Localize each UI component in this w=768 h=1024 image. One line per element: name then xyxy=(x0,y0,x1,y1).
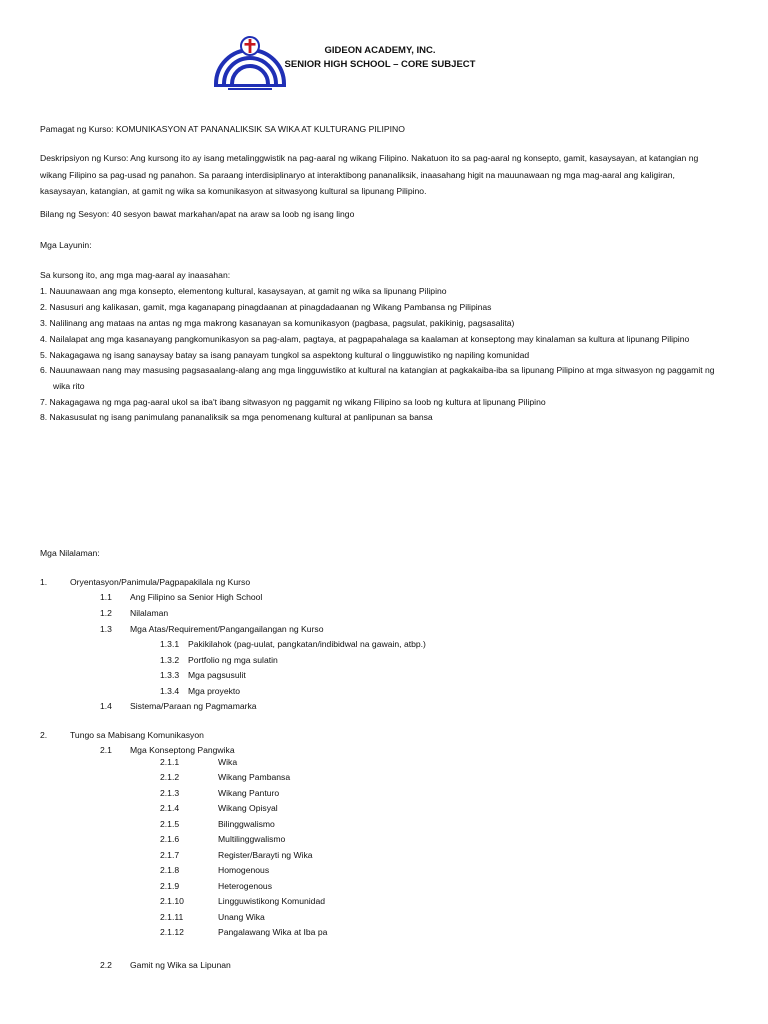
school-name: GIDEON ACADEMY, INC. xyxy=(324,45,436,56)
course-description xyxy=(40,150,762,200)
objective-item: 3. Nalilinang ang mataas na antas ng mga makrong kasanayan sa komunikasyon (pagbasa, pagsulat, pakikinig, pagsasalita) xyxy=(40,318,515,328)
outline-number: 2.1.10 xyxy=(160,896,184,906)
description-line: Deskripsiyon ng Kurso: Ang kursong ito ay isang metalinggwistik na pag-aaral ng wikang Filipino. Nakatuon ito sa pag-aaral ng konsepto, gamit, kasaysayan, at katangian ng xyxy=(40,153,699,163)
description-line: wikang Filipino sa pag-usad ng panahon. Sa paraang interdisiplinaryo at interaktibong pananaliksik, inaasahang higit na mauunawaan ng mga mag-aaral ang kaligiran, xyxy=(40,169,675,180)
outline-label: Wikang Panturo xyxy=(218,788,280,798)
description-line: kasaysayan, katangian, at gamit ng wika sa komunikasyon at sitwasyong kultural sa lipunang Pilipino. xyxy=(40,186,427,196)
outline-number: 2.1.2 xyxy=(160,772,180,782)
outline-number: 2.1.7 xyxy=(160,850,180,860)
outline-label: Nilalaman xyxy=(130,608,169,618)
outline-number: 2.1.11 xyxy=(160,912,184,922)
outline-label: Sistema/Paraan ng Pagmamarka xyxy=(130,701,257,711)
objective-item-continued: wika rito xyxy=(53,381,85,391)
outline-label: Unang Wika xyxy=(218,912,265,922)
outline-label: Pangalawang Wika at Iba pa xyxy=(218,927,328,937)
outline-number: 2.1.6 xyxy=(160,834,180,844)
outline-number: 1.4 xyxy=(100,701,112,711)
outline-label: Wikang Pambansa xyxy=(218,772,291,782)
outline-number: 1.1 xyxy=(100,592,112,602)
outline-number: 1. xyxy=(40,577,48,587)
outline-number: 2.1.9 xyxy=(160,881,180,891)
outline-label: Lingguwistikong Komunidad xyxy=(218,896,326,906)
outline-label: Portfolio ng mga sulatin xyxy=(188,655,278,665)
objective-item: 6. Nauunawaan nang may masusing pagsasaalang-alang ang mga lingguwistiko at kultural na katangian at pagkakaiba-iba sa lipunang Pilipino at mga sitwasyon ng paggamit ng xyxy=(40,365,715,375)
outline-number: 1.2 xyxy=(100,608,112,618)
outline-number: 2.2 xyxy=(100,960,112,970)
objective-item: 5. Nakagagawa ng isang sanaysay batay sa isang panayam tungkol sa aspektong kultural o lingguwistiko ng napiling komunidad xyxy=(40,350,530,360)
objective-item: 4. Nailalapat ang mga kasanayang pangkomunikasyon sa pag-alam, pagtaya, at pagpapahalaga sa kaalaman at konseptong may kinalaman sa kultura at lipunang Pilipino xyxy=(40,334,690,344)
outline-number: 2.1.1 xyxy=(160,757,180,767)
outline-number: 1.3 xyxy=(100,624,112,634)
outline-number: 2.1.5 xyxy=(160,819,180,829)
course-sessions: Bilang ng Sesyon: 40 sesyon bawat markahan/apat na araw sa loob ng isang lingo xyxy=(40,209,355,219)
outline-label: Homogenous xyxy=(218,865,270,875)
objectives-heading: Mga Layunin: xyxy=(40,240,92,250)
outline-label: Tungo sa Mabisang Komunikasyon xyxy=(70,730,204,740)
outline-number: 2.1.3 xyxy=(160,788,180,798)
objective-item: 1. Nauunawaan ang mga konsepto, elementong kultural, kasaysayan, at gamit ng wika sa lipunang Pilipino xyxy=(40,286,447,296)
objective-item: 7. Nakagagawa ng mga pag-aaral ukol sa iba't ibang sitwasyon ng paggamit ng wikang Filipino sa loob ng kultura at lipunang Pilipino xyxy=(40,397,546,407)
outline-number: 1.3.3 xyxy=(160,670,180,680)
outline-label: Multilinggwalismo xyxy=(218,834,286,844)
outline-number: 1.3.2 xyxy=(160,655,180,665)
contents-heading: Mga Nilalaman: xyxy=(40,548,100,558)
outline-label: Mga proyekto xyxy=(188,686,241,696)
outline-label: Register/Barayti ng Wika xyxy=(218,850,313,860)
outline-number: 1.3.1 xyxy=(160,639,180,649)
outline-number: 2.1.12 xyxy=(160,927,184,937)
outline-number: 2.1.8 xyxy=(160,865,180,875)
outline-label: Wikang Opisyal xyxy=(218,803,278,813)
outline-label: Pakikilahok (pag-uulat, pangkatan/indibidwal na gawain, atbp.) xyxy=(188,639,426,649)
outline-number: 2.1 xyxy=(100,745,112,755)
outline-label: Mga pagsusulit xyxy=(188,670,246,680)
outline-number: 2. xyxy=(40,730,48,740)
course-title: Pamagat ng Kurso: KOMUNIKASYON AT PANANALIKSIK SA WIKA AT KULTURANG PILIPINO xyxy=(40,124,405,134)
objectives-intro: Sa kursong ito, ang mga mag-aaral ay inaasahan: xyxy=(40,270,231,280)
outline-label: Wika xyxy=(218,757,238,767)
outline-label: Heterogenous xyxy=(218,881,272,891)
outline-label: Mga Atas/Requirement/Pangangailangan ng Kurso xyxy=(130,624,324,634)
objective-item: 2. Nasusuri ang kalikasan, gamit, mga kaganapang pinagdaanan at pinagdadaanan ng Wikang Pambansa ng Pilipinas xyxy=(40,302,492,312)
outline-label: Gamit ng Wika sa Lipunan xyxy=(130,960,231,970)
outline-number: 1.3.4 xyxy=(160,686,180,696)
school-subtitle: SENIOR HIGH SCHOOL – CORE SUBJECT xyxy=(284,59,476,70)
outline-label: Ang Filipino sa Senior High School xyxy=(130,592,263,602)
outline-label: Mga Konseptong Pangwika xyxy=(130,745,235,755)
objective-item: 8. Nakasusulat ng isang panimulang pananaliksik sa mga penomenang kultural at panlipunan sa bansa xyxy=(40,412,433,422)
outline-label: Bilinggwalismo xyxy=(218,819,275,829)
outline-number: 2.1.4 xyxy=(160,803,180,813)
outline-label: Oryentasyon/Panimula/Pagpapakilala ng Kurso xyxy=(70,577,251,587)
